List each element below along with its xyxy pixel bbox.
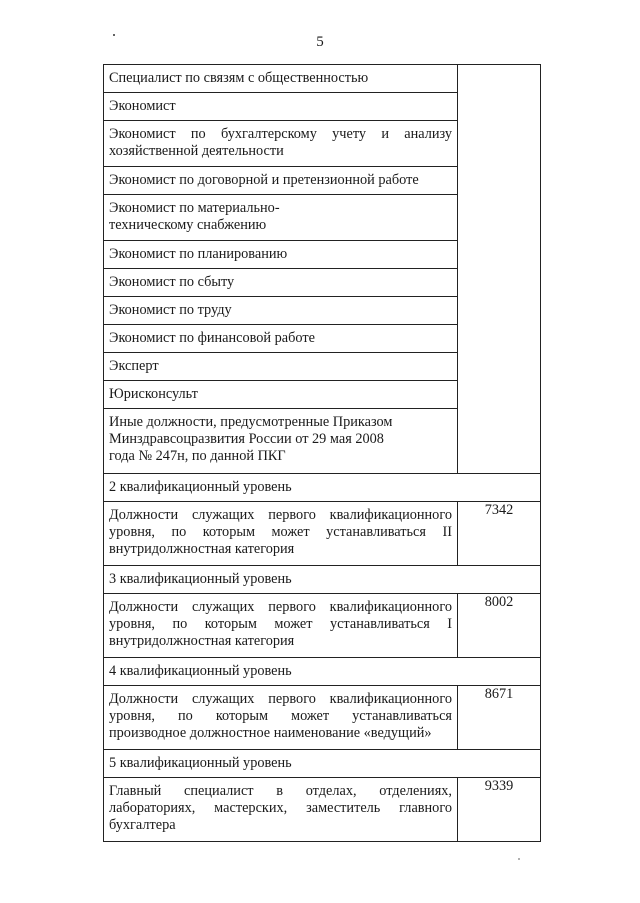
position-cell: Экономист по труду bbox=[104, 297, 458, 325]
position-cell: Экономист по бухгалтерскому учету и анализу хозяйственной деятельности bbox=[104, 121, 458, 167]
salary-value: 8002 bbox=[458, 594, 541, 658]
position-cell: Экономист по финансовой работе bbox=[104, 325, 458, 353]
salary-value: 7342 bbox=[458, 502, 541, 566]
position-cell: Экономист по планированию bbox=[104, 241, 458, 269]
positions-salary-table bbox=[103, 64, 541, 842]
position-cell: Юрисконсульт bbox=[104, 381, 458, 409]
scan-speck bbox=[518, 858, 520, 860]
position-cell: Должности служащих первого квалификационного уровня, по которым может устанавливаться I внутридолжностная категория bbox=[104, 594, 458, 658]
qualification-level-header: 4 квалификационный уровень bbox=[104, 658, 541, 686]
scan-speck bbox=[113, 34, 115, 36]
position-cell: Специалист по связям с общественностью bbox=[104, 65, 458, 93]
qualification-level-header: 3 квалификационный уровень bbox=[104, 566, 541, 594]
position-cell: Должности служащих первого квалификационного уровня, по которым может устанавливаться производное должностное наименование «ведущий» bbox=[104, 686, 458, 750]
position-cell: Главный специалист в отделах, отделениях, лабораториях, мастерских, заместитель главного бухгалтера bbox=[104, 778, 458, 842]
qualification-level-header: 5 квалификационный уровень bbox=[104, 750, 541, 778]
qualification-level-header: 2 квалификационный уровень bbox=[104, 474, 541, 502]
position-cell: Экономист по материально-техническому снабжению bbox=[104, 195, 458, 241]
position-cell: Экономист bbox=[104, 93, 458, 121]
position-cell: Должности служащих первого квалификационного уровня, по которым может устанавливаться II внутридолжностная категория bbox=[104, 502, 458, 566]
position-cell: Экономист по договорной и претензионной работе bbox=[104, 167, 458, 195]
salary-value: 8671 bbox=[458, 686, 541, 750]
salary-cell-empty bbox=[458, 65, 541, 474]
position-cell: Эксперт bbox=[104, 353, 458, 381]
position-cell: Иные должности, предусмотренные Приказом Минздравсоцразвития России от 29 мая 2008 года № 247н, по данной ПКГ bbox=[104, 409, 458, 474]
salary-value: 9339 bbox=[458, 778, 541, 842]
position-cell: Экономист по сбыту bbox=[104, 269, 458, 297]
page-number: 5 bbox=[316, 34, 324, 50]
